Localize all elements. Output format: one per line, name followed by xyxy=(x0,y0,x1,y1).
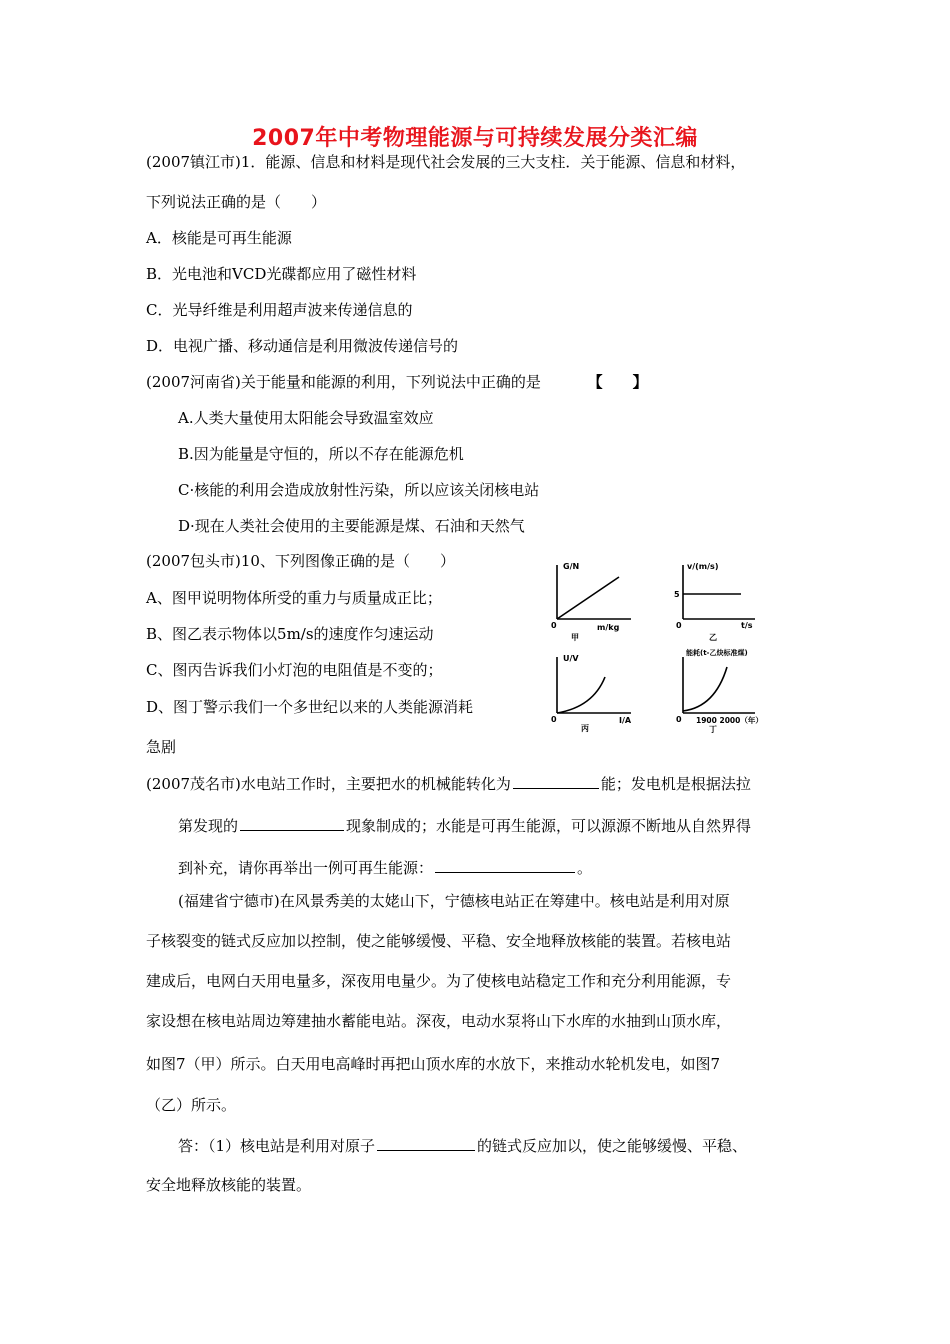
q5-line2: 子核裂变的链式反应加以控制，使之能够缓慢、平稳、安全地释放核能的装置。若核电站 xyxy=(146,932,732,950)
graph-yi-origin: 0 xyxy=(676,621,682,630)
q3-option-d-line1: D、图丁警示我们一个多世纪以来的人类能源消耗 xyxy=(146,698,474,716)
q4-line1-text-a: (2007茂名市)水电站工作时，主要把水的机械能转化为 xyxy=(146,775,511,793)
graph-yi-label: 乙 xyxy=(709,633,717,642)
q5-blank-1[interactable] xyxy=(377,1135,475,1151)
graph-bing-ylabel: U/V xyxy=(563,654,579,663)
q5-line3: 建成后，电网白天用电量多，深夜用电量少。为了使核电站稳定工作和充分利用能源，专 xyxy=(146,972,732,990)
q4-line3-text-a: 到补充，请你再举出一例可再生能源： xyxy=(178,859,434,877)
graph-jia-ylabel: G/N xyxy=(563,562,580,571)
q4-line1 xyxy=(146,773,751,794)
q3-option-b: B、图乙表示物体以5m/s的速度作匀速运动 xyxy=(146,625,434,643)
q2-stem xyxy=(146,372,648,392)
q1-option-c: C．光导纤维是利用超声波来传递信息的 xyxy=(146,301,413,319)
graph-yi-xlabel: t/s xyxy=(741,621,753,630)
q2-stem-text: (2007河南省)关于能量和能源的利用，下列说法中正确的是 xyxy=(146,373,541,391)
q3-graphs-svg xyxy=(543,557,785,733)
q4-blank-1[interactable] xyxy=(513,773,599,789)
q3-stem: (2007包头市)10、下列图像正确的是（ ） xyxy=(146,552,455,570)
q1-option-a: A．核能是可再生能源 xyxy=(146,229,292,247)
q5-line5: 如图7（甲）所示。白天用电高峰时再把山顶水库的水放下，来推动水轮机发电，如图7 xyxy=(146,1055,721,1073)
q1-option-d: D．电视广播、移动通信是利用微波传递信号的 xyxy=(146,337,459,355)
graph-bing-xlabel: I/A xyxy=(619,716,632,725)
graph-jia-line xyxy=(557,577,619,619)
q2-option-a: A.人类大量使用太阳能会导致温室效应 xyxy=(178,409,434,427)
q2-answer-bracket: 【 】 xyxy=(587,373,648,391)
graph-ding-origin: 0 xyxy=(676,715,682,724)
q5-answer-line2: 安全地释放核能的装置。 xyxy=(146,1176,312,1194)
graph-bing-label: 丙 xyxy=(581,724,589,733)
graph-ding-curve xyxy=(683,667,727,711)
q5-answer-text-a: 答：（1）核电站是利用对原子 xyxy=(178,1137,376,1155)
graph-yi-ylabel: v/(m/s) xyxy=(687,562,719,571)
q3-option-d-line2: 急剧 xyxy=(146,738,177,756)
q5-line1: (福建省宁德市)在风景秀美的太姥山下，宁德核电站正在筹建中。核电站是利用对原 xyxy=(178,892,730,910)
graph-ding-xlabel: 1900 2000（年） xyxy=(696,716,763,725)
graph-yi-axes xyxy=(683,565,755,619)
graph-jia-origin: 0 xyxy=(551,621,557,630)
graph-bing-curve xyxy=(557,677,605,713)
graph-ding-ylabel: 能耗(t-乙炔标准煤) xyxy=(686,649,748,657)
graph-yi-tick-5: 5 xyxy=(674,590,680,599)
graph-jia-xlabel: m/kg xyxy=(597,623,620,632)
q5-line4: 家设想在核电站周边筹建抽水蓄能电站。深夜，电动水泵将山下水库的水抽到山顶水库， xyxy=(146,1012,732,1030)
page-title: 2007年中考物理能源与可持续发展分类汇编 xyxy=(252,126,698,151)
q3-option-c: C、图丙告诉我们小灯泡的电阻值是不变的； xyxy=(146,661,443,679)
q1-stem-line1: (2007镇江市)1．能源、信息和材料是现代社会发展的三大支柱．关于能源、信息和材料， xyxy=(146,153,746,171)
q3-graphs-figure xyxy=(543,557,785,733)
q2-option-c: C·核能的利用会造成放射性污染，所以应该关闭核电站 xyxy=(178,481,540,499)
graph-ding-label: 丁 xyxy=(709,725,717,733)
q1-stem-line2: 下列说法正确的是（ ） xyxy=(146,193,327,211)
q4-line2-text-b: 现象制成的；水能是可再生能源，可以源源不断地从自然界得 xyxy=(346,817,752,835)
q4-line3-text-b: 。 xyxy=(577,859,593,877)
q2-option-b: B.因为能量是守恒的，所以不存在能源危机 xyxy=(178,445,464,463)
q4-line1-text-b: 能；发电机是根据法拉 xyxy=(600,775,751,793)
q4-blank-2[interactable] xyxy=(240,815,344,831)
q4-blank-3[interactable] xyxy=(435,857,575,873)
q5-line6: （乙）所示。 xyxy=(146,1096,237,1114)
graph-bing-axes xyxy=(557,657,631,713)
graph-bing-origin: 0 xyxy=(551,715,557,724)
q4-line3 xyxy=(178,857,592,878)
q2-option-d: D·现在人类社会使用的主要能源是煤、石油和天然气 xyxy=(178,517,525,535)
q3-option-a: A、图甲说明物体所受的重力与质量成正比； xyxy=(146,589,442,607)
q4-line2-text-a: 第发现的 xyxy=(178,817,239,835)
q4-line2 xyxy=(178,815,751,836)
q5-answer-text-b: 的链式反应加以，使之能够缓慢、平稳、 xyxy=(477,1137,748,1155)
q1-option-b: B．光电池和VCD光碟都应用了磁性材料 xyxy=(146,265,417,283)
q5-answer-line1 xyxy=(178,1135,747,1156)
graph-jia-label: 甲 xyxy=(571,633,579,642)
